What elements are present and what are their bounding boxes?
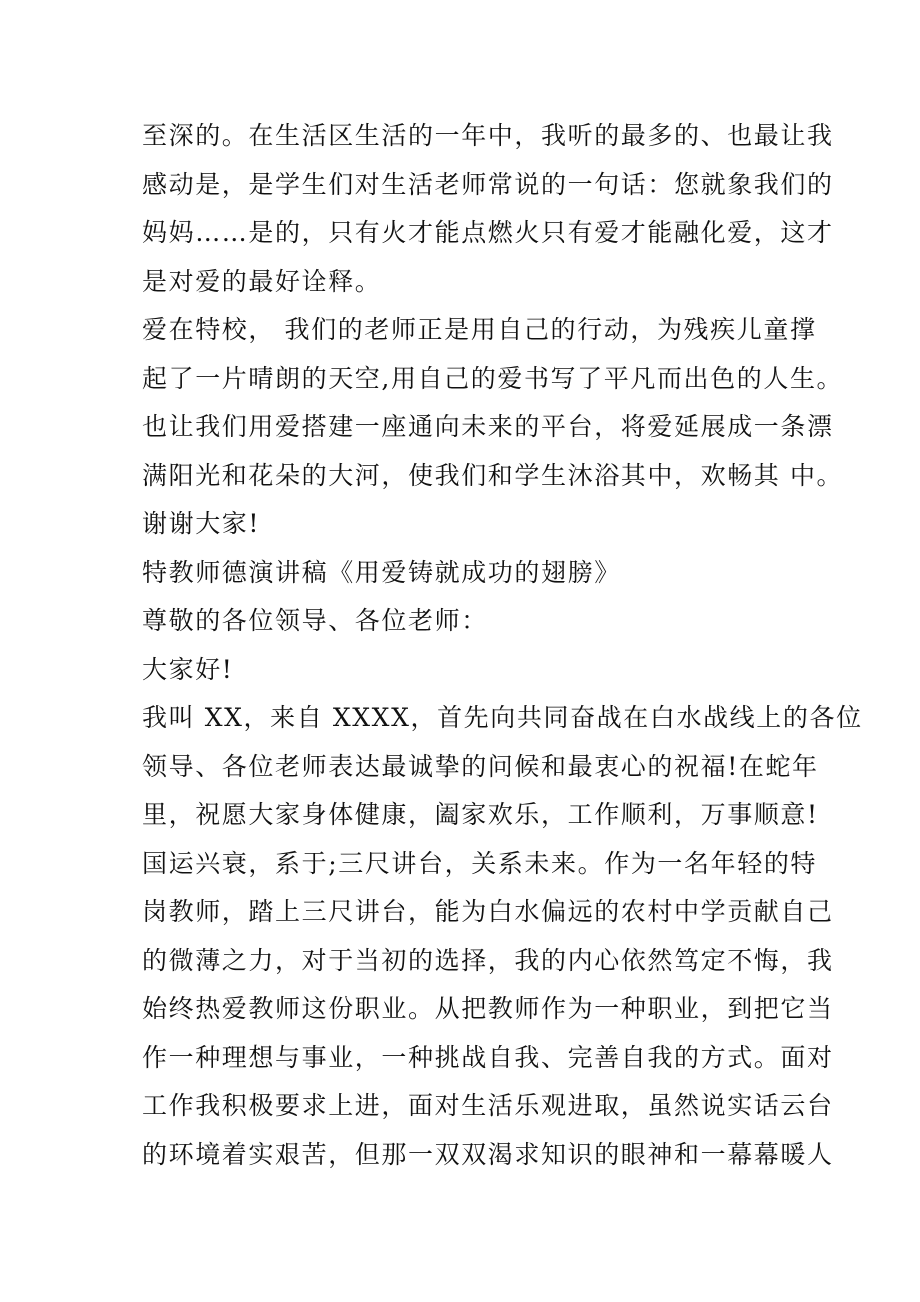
text-line: 我叫 XX，来自 XXXX，首先向共同奋战在白水战线上的各位 [142,703,863,732]
text-line: 满阳光和花朵的大河，使我们和学生沐浴其中，欢畅其 中。 [142,460,844,490]
text-line: 国运兴衰，系于;三尺讲台，关系未来。作为一名年轻的特 [142,848,818,878]
text-line: 的微薄之力，对于当初的选择，我的内心依然笃定不悔，我 [142,945,834,975]
text-line: 是对爱的最好诠释。 [142,266,382,296]
text-line: 作一种理想与事业，一种挑战自我、完善自我的方式。面对 [142,1042,834,1072]
text-line: 领导、各位老师表达最诚挚的问候和最衷心的祝福!在蛇年 [142,751,819,781]
speech-title: 特教师德演讲稿《用爱铸就成功的翅膀》 [142,557,621,587]
text-line: 谢谢大家! [142,509,261,538]
text-line: 的环境着实艰苦，但那一双双渴求知识的眼神和一幕幕暖人 [142,1139,834,1169]
text-line: 也让我们用爱搭建一座通向未来的平台，将爱延展成一条漂 [142,412,834,441]
text-line: 始终热爱教师这份职业。从把教师作为一种职业，到把它当 [142,994,834,1023]
text-line: 起了一片晴朗的天空,用自己的爱书写了平凡而出色的人生。 [142,363,844,393]
text-line: 至深的。在生活区生活的一年中，我听的最多的、也最让我 [142,121,834,150]
document-body [142,112,863,1179]
text-line: 岗教师，踏上三尺讲台，能为白水偏远的农村中学贡献自己 [142,897,834,926]
text-line: 妈妈……是的，只有火才能点燃火只有爱才能融化爱，这才 [142,218,834,247]
text-line: 感动是，是学生们对生活老师常说的一句话：您就象我们的 [142,169,834,199]
text-line: 爱在特校， 我们的老师正是用自己的行动，为残疾儿童撑 [142,315,817,344]
salutation: 尊敬的各位领导、各位老师： [142,606,488,635]
text-line: 工作我积极要求上进，面对生活乐观进取，虽然说实话云台 [142,1091,834,1120]
greeting: 大家好! [142,654,234,684]
text-line: 里，祝愿大家身体健康，阖家欢乐，工作顺利，万事顺意! [142,800,819,829]
